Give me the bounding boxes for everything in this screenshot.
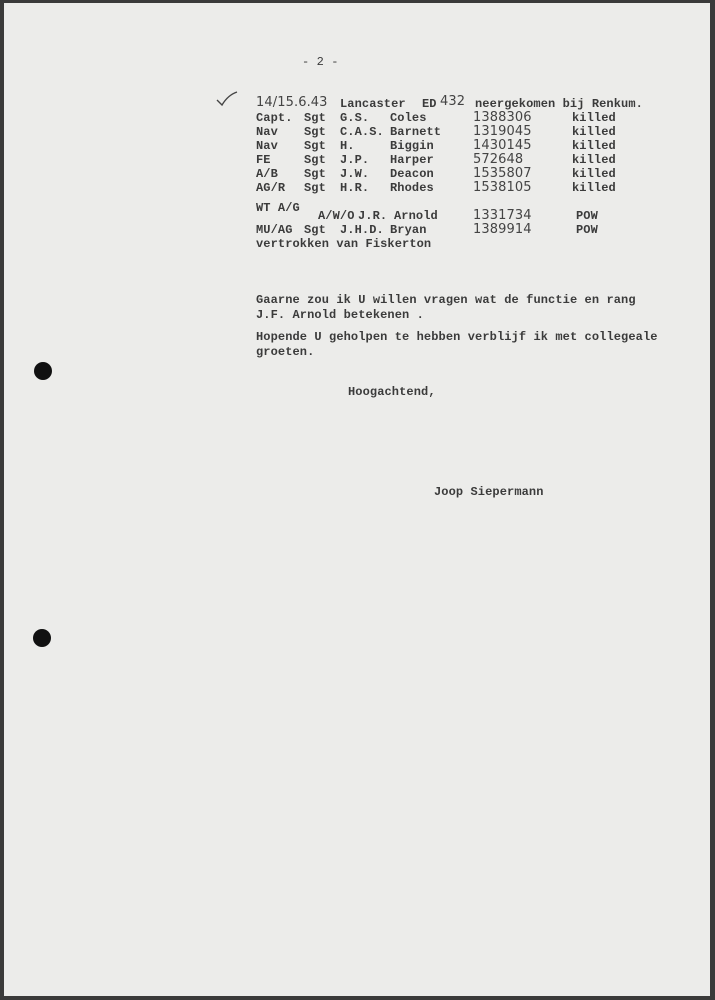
crew-number: 1389914 [473,222,532,237]
crew-role: MU/AG [256,223,293,237]
crew-number: 1430145 [473,138,532,153]
crew-surname: Deacon [390,167,434,181]
crew-surname: Barnett [390,125,442,139]
crew-number: 1538105 [473,180,532,195]
crew-number: 1319045 [473,124,532,139]
crew-status: killed [572,181,616,195]
crew-role: AG/R [256,181,286,195]
paragraph-line: groeten. [256,345,315,359]
crew-status: killed [572,139,616,153]
crew-rank: Sgt [304,153,326,167]
crew-role: WT A/G [256,201,300,215]
crew-status: killed [572,153,616,167]
crew-number: 572648 [473,152,524,167]
crew-number: 1331734 [473,208,532,223]
crew-rank: Sgt [304,111,326,125]
crew-role: FE [256,153,271,167]
crew-initials: J.W. [340,167,370,181]
crew-surname: Coles [390,111,427,125]
crew-rank: Sgt [304,181,326,195]
crew-status: killed [572,125,616,139]
departure-note: vertrokken van Fiskerton [256,237,432,251]
crew-role: Nav [256,139,278,153]
crew-surname: Arnold [394,209,438,223]
crew-initials: H.R. [340,181,370,195]
crew-rank: Sgt [304,139,326,153]
crew-surname: Biggin [390,139,434,153]
crew-rank: Sgt [304,125,326,139]
closing: Hoogachtend, [348,385,436,399]
paragraph-line: J.F. Arnold betekenen . [256,308,424,322]
aircraft: Lancaster [340,97,406,111]
crew-initials: H. [340,139,355,153]
date: 14/15.6.43 [256,95,328,110]
crew-initials: G.S. [340,111,370,125]
paragraph-line: Gaarne zou ik U willen vragen wat de functie en rang [256,293,636,307]
crew-number: 1535807 [473,166,532,181]
signature: Joop Siepermann [434,485,544,499]
crew-number: 1388306 [473,110,532,125]
crew-role: A/B [256,167,278,181]
punch-hole [33,629,51,647]
crew-initials: J.H.D. [340,223,384,237]
page-number: - 2 - [302,55,339,69]
punch-hole [34,362,52,380]
crew-initials: J.R. [358,209,388,223]
serial-number: 432 [440,94,466,109]
crew-status: killed [572,111,616,125]
crew-surname: Bryan [390,223,427,237]
crew-status: killed [572,167,616,181]
crew-status: POW [576,223,598,237]
crew-rank: Sgt [304,167,326,181]
serial-prefix: ED [422,97,437,111]
crew-initials: C.A.S. [340,125,384,139]
crew-role: Nav [256,125,278,139]
crew-initials: J.P. [340,153,370,167]
document-page [4,3,710,996]
checkmark-icon [216,91,238,107]
crew-surname: Harper [390,153,434,167]
crew-rank: A/W/O [318,209,355,223]
crew-status: POW [576,209,598,223]
crew-role: Capt. [256,111,293,125]
paragraph-line: Hopende U geholpen te hebben verblijf ik met collegeale [256,330,658,344]
crew-rank: Sgt [304,223,326,237]
crew-surname: Rhodes [390,181,434,195]
crash-location: neergekomen bij Renkum. [475,97,643,111]
